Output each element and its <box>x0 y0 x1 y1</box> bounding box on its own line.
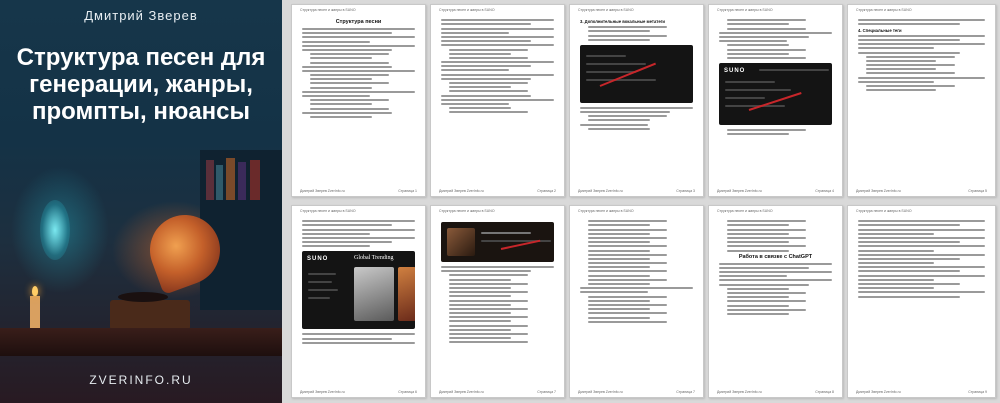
book-cover <box>0 0 282 403</box>
page-footer: Дмитрий Зверев ZverInfo.ru <box>717 390 762 394</box>
document-page <box>569 4 704 197</box>
candle-flame <box>32 286 38 296</box>
trending-cover <box>398 267 415 321</box>
page-number: Страница 6 <box>398 390 417 394</box>
page-footer: Дмитрий Зверев ZverInfo.ru <box>300 189 345 193</box>
page-number: Страница 3 <box>676 189 695 193</box>
page-footer: Дмитрий Зверев ZverInfo.ru <box>439 390 484 394</box>
candle <box>30 296 40 328</box>
page-header: Структура песен и жанры в SUNO <box>856 209 912 213</box>
suno-screenshot <box>580 45 693 103</box>
book-spine <box>238 162 246 200</box>
page-header: Структура песен и жанры в SUNO <box>578 209 634 213</box>
page-footer: Дмитрий Зверев ZverInfo.ru <box>717 189 762 193</box>
book-spine <box>216 165 223 200</box>
global-trending-title: Global Trending <box>354 255 394 262</box>
suno-logo: SUNO <box>724 67 746 74</box>
page-header: Структура песен и жанры в SUNO <box>578 8 634 12</box>
page-header: Структура песен и жанры в SUNO <box>439 8 495 12</box>
document-page <box>291 205 426 398</box>
page-heading: Структура песни <box>335 19 382 25</box>
page-number: Страница 1 <box>398 189 417 193</box>
suno-logo: SUNO <box>307 256 329 263</box>
page-heading: 3. Дополнительные вокальные метатеги <box>580 19 665 24</box>
page-number: Страница 7 <box>537 390 556 394</box>
suno-screenshot <box>719 63 832 125</box>
book-spine <box>206 160 214 200</box>
document-page <box>708 4 843 197</box>
page-footer: Дмитрий Зверев ZverInfo.ru <box>578 189 623 193</box>
page-header: Структура песен и жанры в SUNO <box>300 209 356 213</box>
cover-author: Дмитрий Зверев <box>84 8 198 23</box>
page-subheading: 4. Специальные теги <box>858 27 902 33</box>
cover-site: ZVERINFO.RU <box>89 373 193 387</box>
page-number: Страница 5 <box>968 189 987 193</box>
lamp-glow <box>40 200 70 260</box>
page-header: Структура песен и жанры в SUNO <box>717 209 773 213</box>
document-page <box>847 4 996 197</box>
page-footer: Дмитрий Зверев ZverInfo.ru <box>856 189 901 193</box>
cover-title: Структура песен для генерации, жанры, промпты, нюансы <box>16 44 266 125</box>
page-number: Страница 7 <box>676 390 695 394</box>
document-page <box>291 4 426 197</box>
page-header: Структура песен и жанры в SUNO <box>300 8 356 12</box>
page-heading: Работа в связке с ChatGPT <box>738 253 813 260</box>
page-header: Структура песен и жанры в SUNO <box>717 8 773 12</box>
trending-cover <box>354 267 394 321</box>
page-footer: Дмитрий Зверев ZverInfo.ru <box>300 390 345 394</box>
page-footer: Дмитрий Зверев ZverInfo.ru <box>856 390 901 394</box>
suno-player-screenshot <box>441 222 554 262</box>
page-footer: Дмитрий Зверев ZverInfo.ru <box>578 390 623 394</box>
gramophone-record <box>118 292 168 302</box>
document-page <box>847 205 996 398</box>
document-page <box>430 205 565 398</box>
page-number: Страница 9 <box>968 390 987 394</box>
page-number: Страница 8 <box>815 390 834 394</box>
book-spine <box>226 158 235 200</box>
page-number: Страница 2 <box>537 189 556 193</box>
book-spine <box>250 160 260 200</box>
suno-global-trending-screenshot <box>302 251 415 329</box>
page-header: Структура песен и жанры в SUNO <box>439 209 495 213</box>
table <box>0 328 282 356</box>
document-page <box>430 4 565 197</box>
page-number: Страница 4 <box>815 189 834 193</box>
page-header: Структура песен и жанры в SUNO <box>856 8 912 12</box>
page-footer: Дмитрий Зверев ZverInfo.ru <box>439 189 484 193</box>
gramophone-base <box>110 300 190 330</box>
document-page <box>708 205 843 398</box>
document-page <box>569 205 704 398</box>
